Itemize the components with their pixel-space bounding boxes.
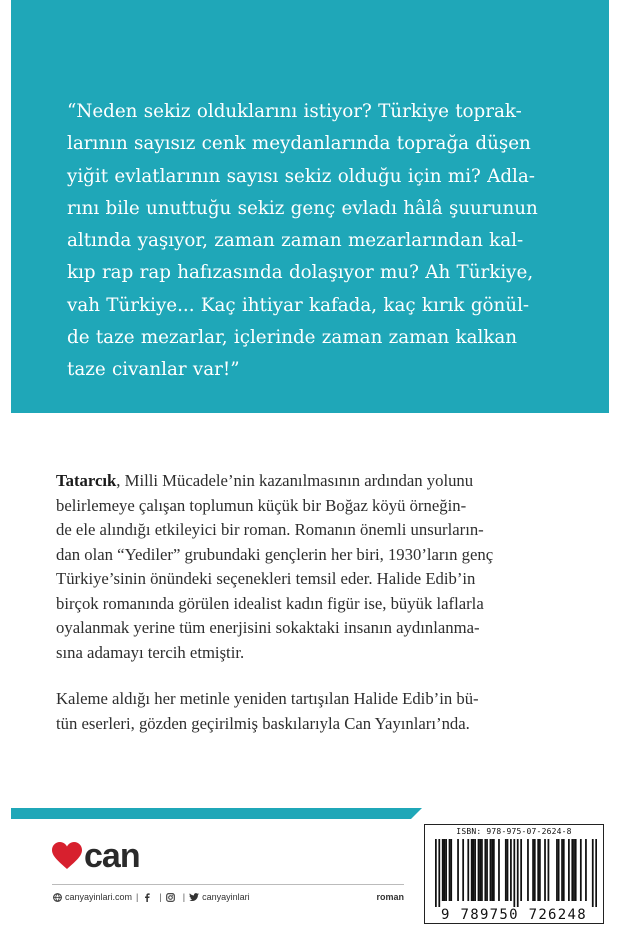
barcode-bar	[568, 839, 570, 901]
book-category: roman	[376, 892, 404, 902]
barcode-bar	[474, 839, 476, 901]
barcode-bar	[527, 839, 529, 901]
barcode-bar	[478, 839, 480, 901]
barcode-digits: 9 789750 726248	[441, 907, 587, 923]
barcode-bar	[442, 839, 444, 901]
publisher-footer: canyayinlari.com | | | canyayinlari roman	[52, 889, 404, 905]
facebook-icon[interactable]	[142, 892, 152, 902]
barcode-bar	[544, 839, 546, 901]
description-line: Türkiye’sinin önündeki seçenekleri temsil eder. Halide Edib’in	[56, 569, 476, 588]
book-description	[56, 469, 564, 758]
barcode-bar	[450, 839, 452, 901]
description-paragraph-1	[56, 469, 564, 665]
instagram-icon[interactable]	[166, 892, 176, 902]
barcode-bar	[467, 839, 469, 901]
footer-divider	[52, 884, 404, 885]
description-line: belirlemeye çalışan toplumun küçük bir Boğaz köyü örneğin-	[56, 495, 467, 515]
quote-panel	[11, 0, 609, 413]
back-cover-quote	[67, 96, 575, 387]
barcode-bar	[445, 839, 447, 901]
barcode-bar	[471, 839, 473, 901]
barcode-bar	[537, 839, 539, 901]
description-paragraph-2	[56, 687, 564, 736]
barcode-bar	[491, 839, 493, 901]
barcode-bar	[517, 839, 519, 907]
barcode-bar	[513, 839, 515, 907]
barcode-bar	[532, 839, 534, 901]
barcode-bar	[580, 839, 582, 901]
quote-line: “Neden sekiz olduklarını istiyor? Türkiye toprak-	[67, 101, 522, 122]
publisher-logo	[52, 837, 140, 875]
barcode-bar	[473, 839, 475, 901]
barcode-bar	[573, 839, 575, 901]
barcode-bar	[462, 839, 464, 901]
barcode-bar	[534, 839, 536, 901]
barcode-bar	[561, 839, 563, 901]
barcode-bar	[484, 839, 486, 901]
book-title: Tatarcık	[56, 471, 117, 490]
heart-icon	[52, 842, 82, 870]
quote-line: kıp rap rap hafızasında dolaşıyor mu? Ah Türkiye,	[67, 262, 534, 284]
quote-line: altında yaşıyor, zaman zaman mezarlarından kal-	[67, 230, 524, 252]
barcode-bar	[510, 839, 512, 901]
barcode-bar	[595, 839, 597, 907]
barcode-bar	[507, 839, 509, 901]
quote-line: de taze mezarlar, içlerinde zaman zaman kalkan	[67, 327, 518, 349]
description-line: oyalanmak yerine tüm enerjisini sokaktaki insanın aydınlanma-	[56, 618, 480, 637]
barcode-bar	[490, 839, 492, 901]
barcode-bar	[435, 839, 437, 907]
barcode-bar	[505, 839, 507, 901]
barcode-bar	[438, 839, 440, 907]
barcode-bar	[556, 839, 558, 901]
description-line: sına adamayı tercih etmiştir.	[56, 642, 245, 662]
description-line: de ele alındığı etkileyici bir roman. Romanın önemli unsurların-	[56, 520, 484, 539]
isbn-barcode	[424, 824, 604, 924]
quote-line: yiğit evlatlarının sayısı sekiz olduğu için mi? Adla-	[67, 165, 535, 187]
barcode-bar	[457, 839, 459, 901]
isbn-label: ISBN: 978-975-07-2624-8	[456, 827, 572, 836]
barcode-bar	[493, 839, 495, 901]
quote-line: taze civanlar var!”	[67, 359, 240, 381]
quote-line: larının sayısız cenk meydanlarında toprağa düşen	[67, 133, 531, 155]
barcode-bar	[479, 839, 481, 901]
description-line: , Milli Mücadele’nin kazanılmasının ardından yolunu	[116, 471, 474, 490]
barcode-bars	[435, 839, 597, 907]
barcode-bar	[481, 839, 483, 901]
description-line: dan olan “Yediler” grubundaki gençlerin her biri, 1930’ların genç	[56, 544, 494, 564]
barcode-bar	[444, 839, 446, 901]
barcode-bar	[592, 839, 594, 907]
barcode-bar	[585, 839, 587, 901]
barcode-bar	[558, 839, 560, 901]
social-handle[interactable]: canyayinlari	[202, 892, 250, 902]
barcode-bar	[498, 839, 500, 901]
barcode-bar	[486, 839, 488, 901]
barcode-bar	[575, 839, 577, 901]
quote-line: rını bile unuttuğu sekiz genç evladı hâlâ şuurunun	[67, 197, 538, 219]
barcode-bar	[539, 839, 541, 901]
accent-strip	[11, 808, 411, 819]
description-line: Kaleme aldığı her metinle yeniden tartışılan Halide Edib’in bü-	[56, 689, 479, 708]
barcode-bar	[520, 839, 522, 901]
description-line: tün eserleri, gözden geçirilmiş baskılarıyla Can Yayınları’nda.	[56, 713, 470, 733]
barcode-bar	[571, 839, 573, 901]
barcode-bar	[563, 839, 565, 901]
barcode-bar	[449, 839, 451, 901]
barcode-bar	[548, 839, 550, 901]
twitter-icon[interactable]	[189, 892, 199, 902]
quote-line: vah Türkiye... Kaç ihtiyar kafada, kaç kırık gönül-	[67, 294, 530, 316]
description-line: birçok romanında görülen idealist kadın figür ise, büyük laflarla	[56, 593, 484, 613]
globe-icon	[52, 892, 62, 902]
publisher-logo-text: can	[84, 837, 140, 875]
website-link[interactable]: canyayinlari.com	[65, 892, 133, 902]
